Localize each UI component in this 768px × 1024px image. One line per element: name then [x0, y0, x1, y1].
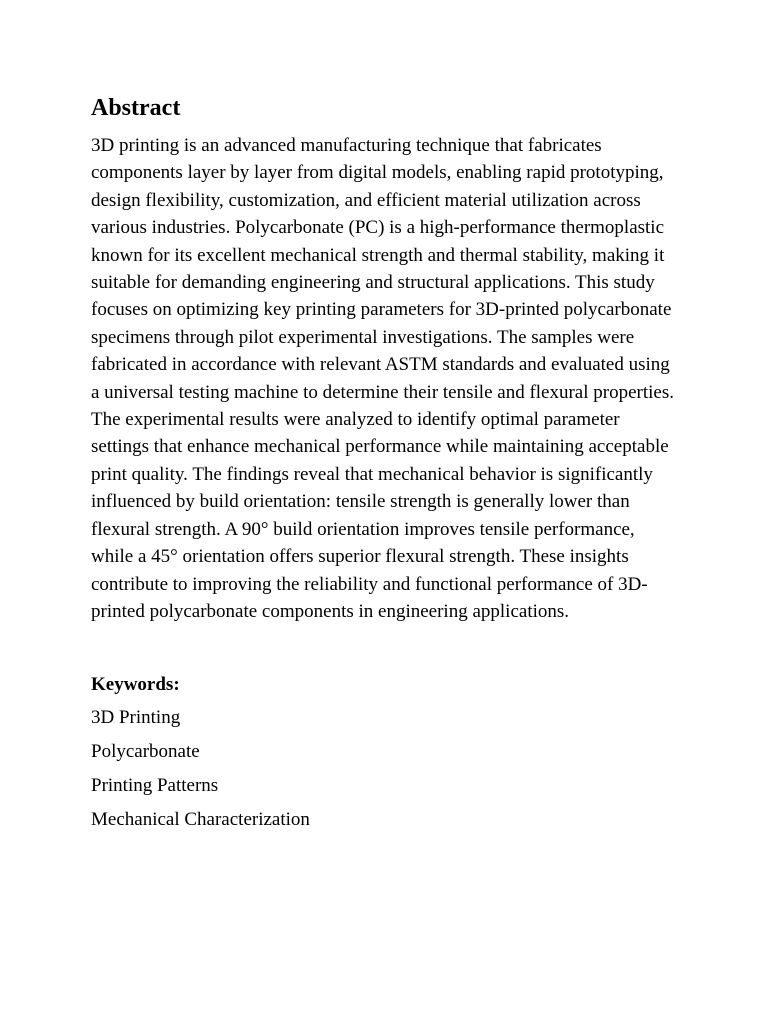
abstract-body: 3D printing is an advanced manufacturing technique that fabricates components layer by layer from digital models, enabling rapid prototyping, design flexibility, customization, and efficient material utilization across various industries. Polycarbonate (PC) is a high-performance thermoplastic known for its excellent mechanical strength and thermal stability, making it suitable for demanding engineering and structural applications. This study focuses on optimizing key printing parameters for 3D-printed polycarbonate specimens through pilot experimental investigations. The samples were fabricated in accordance with relevant ASTM standards and evaluated using a universal testing machine to determine their tensile and flexural properties. The experimental results were analyzed to identify optimal parameter settings that enhance mechanical performance while maintaining acceptable print quality. The findings reveal that mechanical behavior is significantly influenced by build orientation: tensile strength is generally lower than flexural strength. A 90° build orientation improves tensile performance, while a 45° orientation offers superior flexural strength. These insights contribute to improving the reliability and functional performance of 3D-printed polycarbonate components in engineering applications.: [91, 135, 674, 622]
keyword-item: Mechanical Characterization: [91, 809, 310, 831]
keyword-item: 3D Printing: [91, 707, 181, 729]
abstract-heading: Abstract: [91, 95, 181, 121]
keyword-item: Printing Patterns: [91, 775, 219, 797]
keyword-item: Polycarbonate: [91, 741, 200, 763]
keywords-heading: Keywords:: [91, 674, 180, 696]
keyword-list: [91, 704, 681, 833]
document-page: [91, 92, 681, 840]
